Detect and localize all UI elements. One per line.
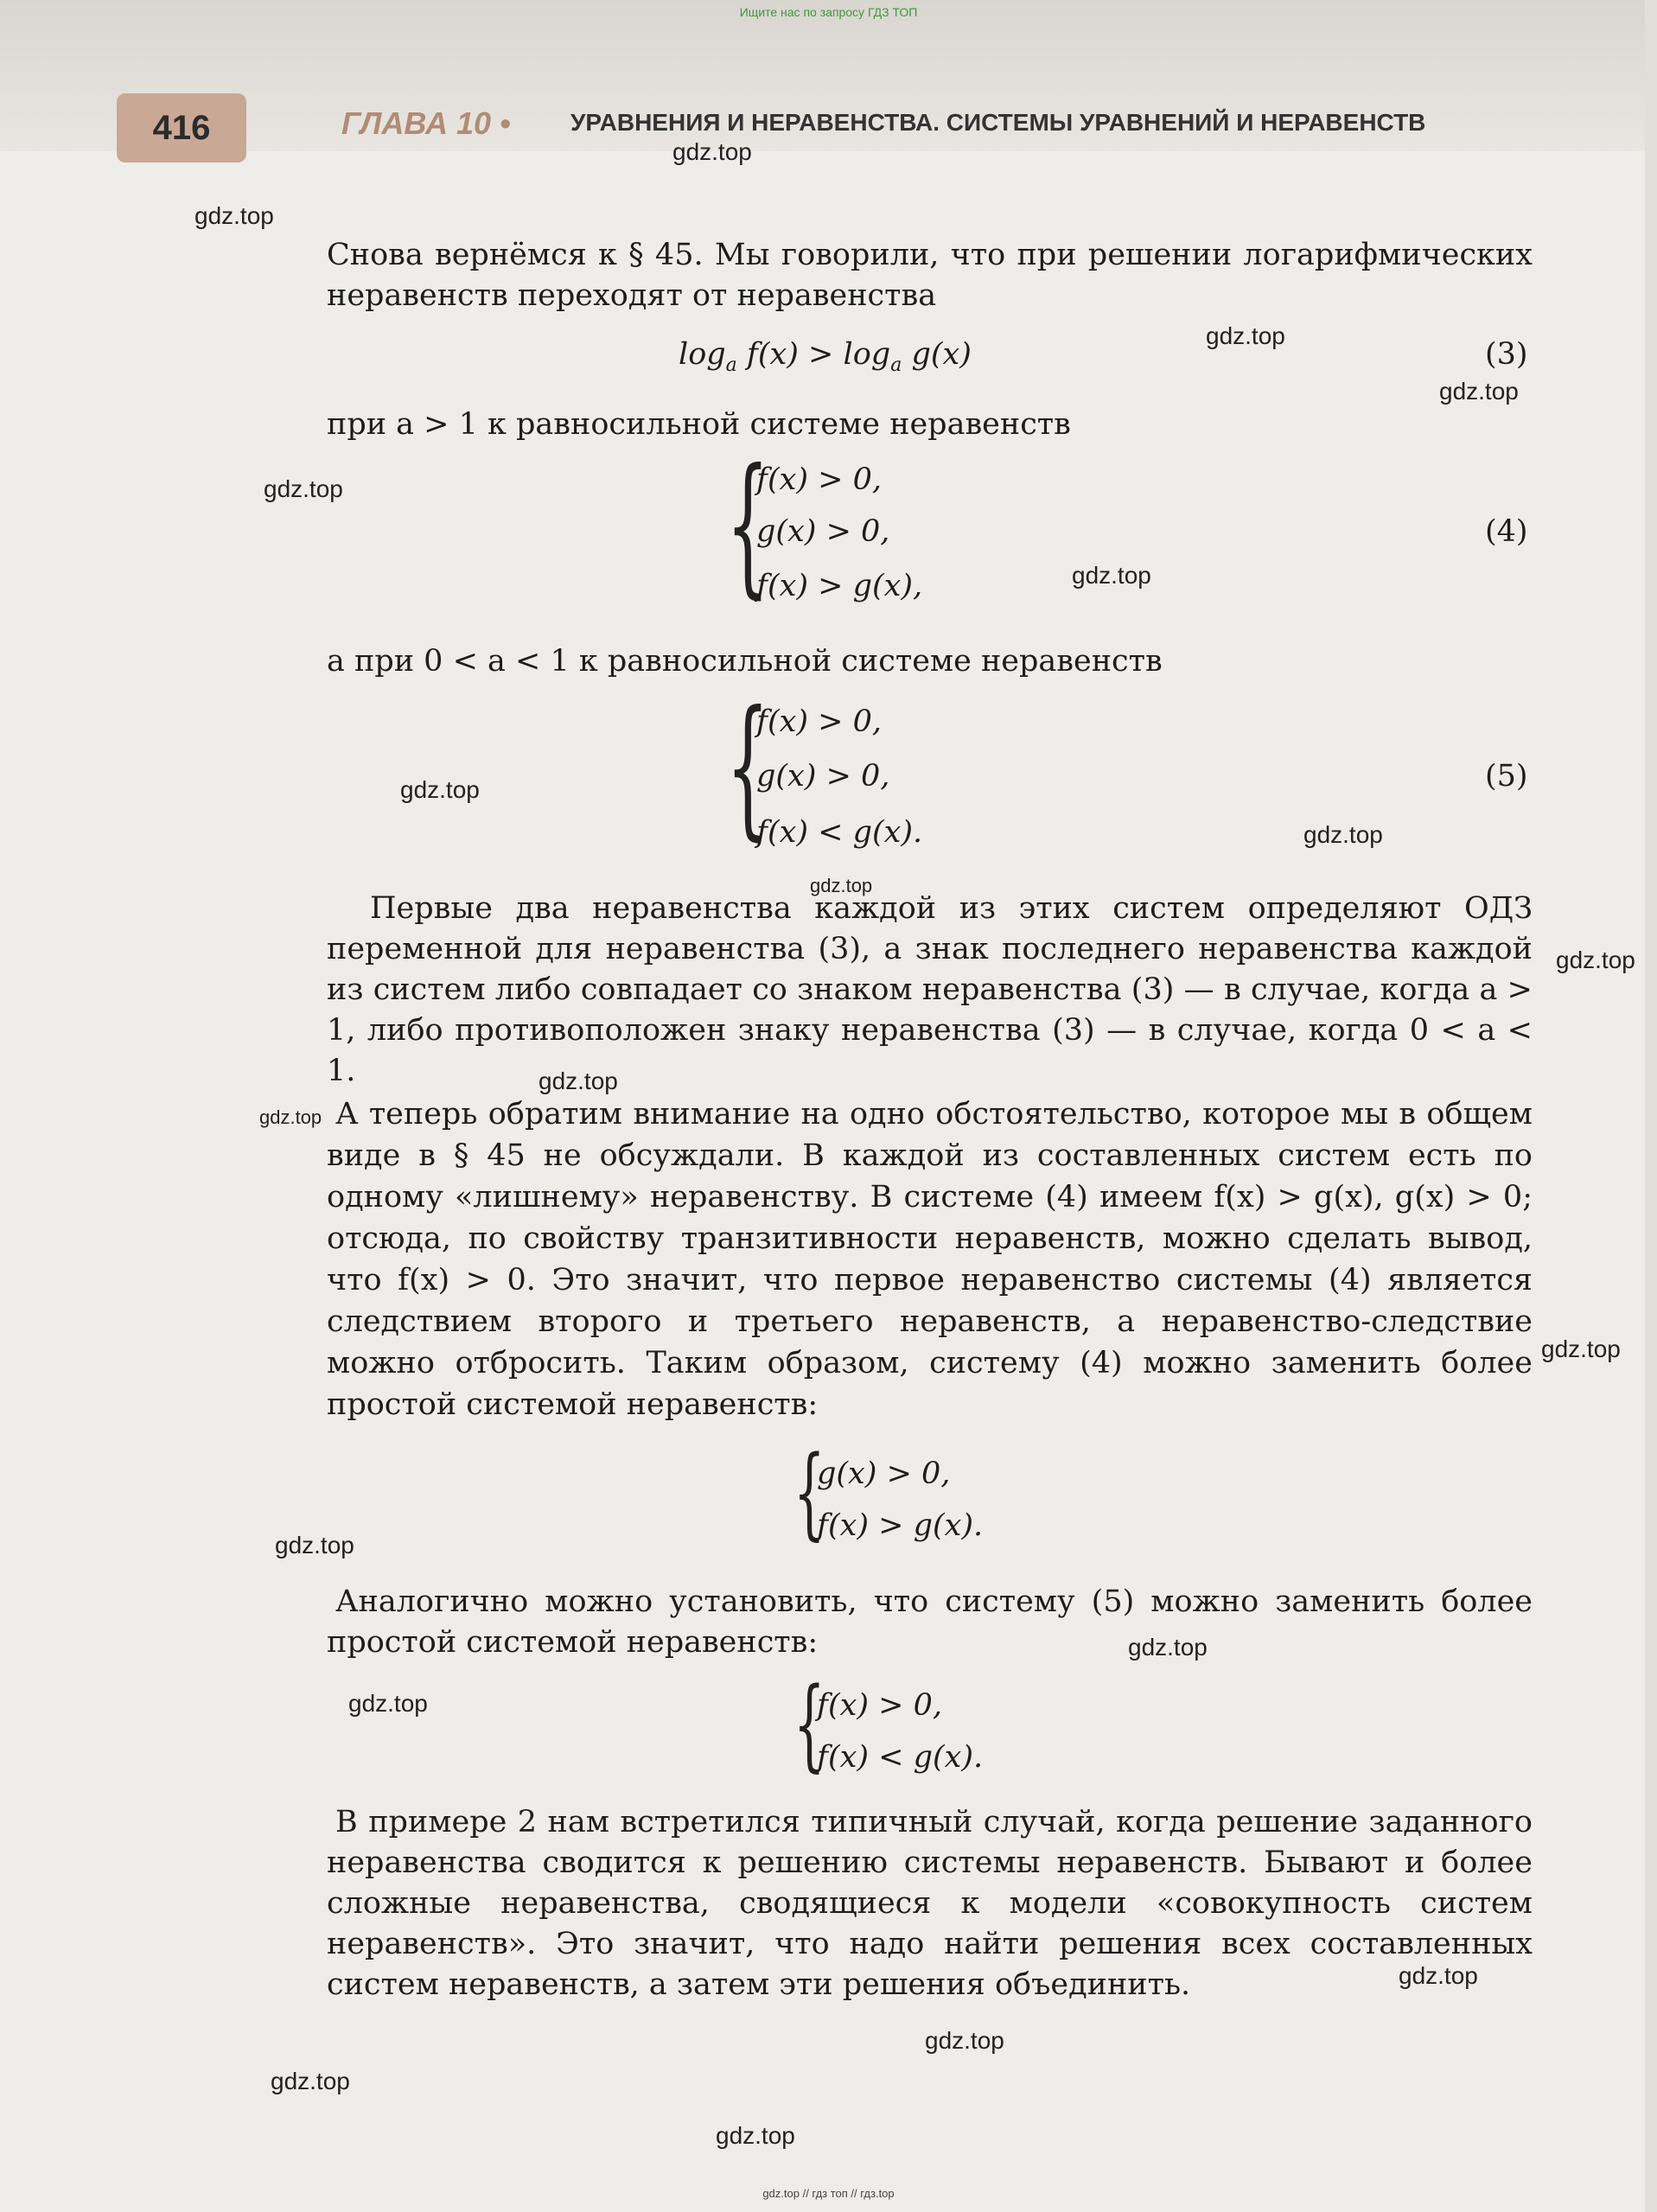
watermark: gdz.top bbox=[1303, 821, 1383, 848]
watermark: gdz.top bbox=[1541, 1335, 1621, 1362]
watermark: gdz.top bbox=[400, 776, 480, 803]
watermark: gdz.top bbox=[810, 875, 873, 896]
watermark: gdz.top bbox=[259, 1106, 322, 1128]
watermark: gdz.top bbox=[1206, 322, 1285, 349]
equation-3-number: (3) bbox=[1485, 337, 1528, 372]
system-simplified-5-line-2: f(x) < g(x). bbox=[817, 1740, 984, 1775]
system-5-line-1: f(x) > 0, bbox=[756, 704, 882, 739]
bottom-note: gdz.top // гдз топ // гдз.top bbox=[762, 2187, 895, 2200]
watermark: gdz.top bbox=[348, 1690, 428, 1717]
system-simplified-4-line-1: g(x) > 0, bbox=[817, 1457, 951, 1491]
watermark: gdz.top bbox=[264, 475, 343, 502]
paragraph-2: при a > 1 к равносильной системе неравенств bbox=[327, 407, 1071, 442]
watermark: gdz.top bbox=[716, 2122, 795, 2149]
paragraph-1: Снова вернёмся к § 45. Мы говорили, что при решении логарифмических неравенств переходят от неравенства bbox=[327, 238, 1533, 313]
brace-system-5: { bbox=[726, 679, 770, 855]
watermark: gdz.top bbox=[925, 2027, 1004, 2054]
watermark: gdz.top bbox=[194, 202, 274, 229]
watermark: gdz.top bbox=[1072, 562, 1151, 589]
watermark: gdz.top bbox=[1399, 1962, 1478, 1989]
brace-system-4: { bbox=[726, 437, 770, 613]
chapter-title: УРАВНЕНИЯ И НЕРАВЕНСТВА. СИСТЕМЫ УРАВНЕНИЙ И НЕРАВЕНСТВ bbox=[570, 109, 1426, 136]
system-4-line-1: f(x) > 0, bbox=[756, 462, 882, 497]
watermark: gdz.top bbox=[1128, 1634, 1208, 1661]
top-note: Ищите нас по запросу ГДЗ ТОП bbox=[739, 5, 918, 19]
system-simplified-4-line-2: f(x) > g(x). bbox=[817, 1508, 984, 1543]
page-number: 416 bbox=[117, 93, 246, 163]
chapter-name: ГЛАВА 10 bbox=[341, 105, 492, 141]
system-5-line-3: f(x) < g(x). bbox=[756, 815, 923, 850]
watermark: gdz.top bbox=[1556, 947, 1635, 973]
chapter-bullet: • bbox=[500, 105, 511, 141]
watermark: gdz.top bbox=[539, 1068, 618, 1094]
watermark: gdz.top bbox=[271, 2068, 350, 2094]
watermark: gdz.top bbox=[672, 138, 752, 165]
paragraph-7: В примере 2 нам встретился типичный случай, когда решение заданного неравенства сводится к решению системы неравенств. Бывают и более сложные неравенства, сводящиеся к модели «совокупность систем неравенств». Это значит, что надо найти решения всех составленных систем неравенств, а затем эти решения объединить. bbox=[327, 1805, 1533, 2002]
paragraph-4: Первые два неравенства каждой из этих систем определяют ОДЗ переменной для неравенства (3), а знак последнего неравенства каждой из систем либо совпадает со знаком неравенства (3) — в случае, когда a > 1, либо противоположен знаку неравенства (3) — в случае, когда 0 < a < 1. bbox=[327, 891, 1533, 1088]
page-edge bbox=[1645, 0, 1657, 2212]
paragraph-3: а при 0 < a < 1 к равносильной системе неравенств bbox=[327, 644, 1163, 679]
system-5-line-2: g(x) > 0, bbox=[756, 759, 890, 794]
system-5-number: (5) bbox=[1485, 759, 1528, 794]
system-4-number: (4) bbox=[1485, 514, 1528, 549]
watermark: gdz.top bbox=[275, 1532, 354, 1559]
equation-3: $\log_a f(x) > \log_a g(x)$ bbox=[679, 337, 972, 376]
brace-system-simplified-5: { bbox=[793, 1667, 825, 1782]
system-4-line-3: f(x) > g(x), bbox=[756, 569, 923, 603]
brace-system-simplified-4: { bbox=[793, 1435, 825, 1551]
chapter-label bbox=[341, 105, 511, 142]
paragraph-6: Аналогично можно установить, что систему (5) можно заменить более простой системой неравенств: bbox=[327, 1584, 1533, 1660]
system-simplified-5-line-1: f(x) > 0, bbox=[817, 1688, 942, 1723]
paragraph-5: А теперь обратим внимание на одно обстоятельство, которое мы в общем виде в § 45 не обсуждали. В каждой из составленных систем есть по одному «лишнему» неравенству. В системе (4) имеем f(x) > g(x), g(x) > 0; отсюда, по свойству транзитивности неравенств, можно сделать вывод, что f(x) > 0. Это значит, что первое неравенство системы (4) является следствием второго и третьего неравенств, а неравенство-следствие можно отбросить. Таким образом, систему (4) можно заменить более простой системой неравенств: bbox=[327, 1097, 1533, 1422]
system-4-line-2: g(x) > 0, bbox=[756, 514, 890, 549]
watermark: gdz.top bbox=[1439, 378, 1519, 405]
